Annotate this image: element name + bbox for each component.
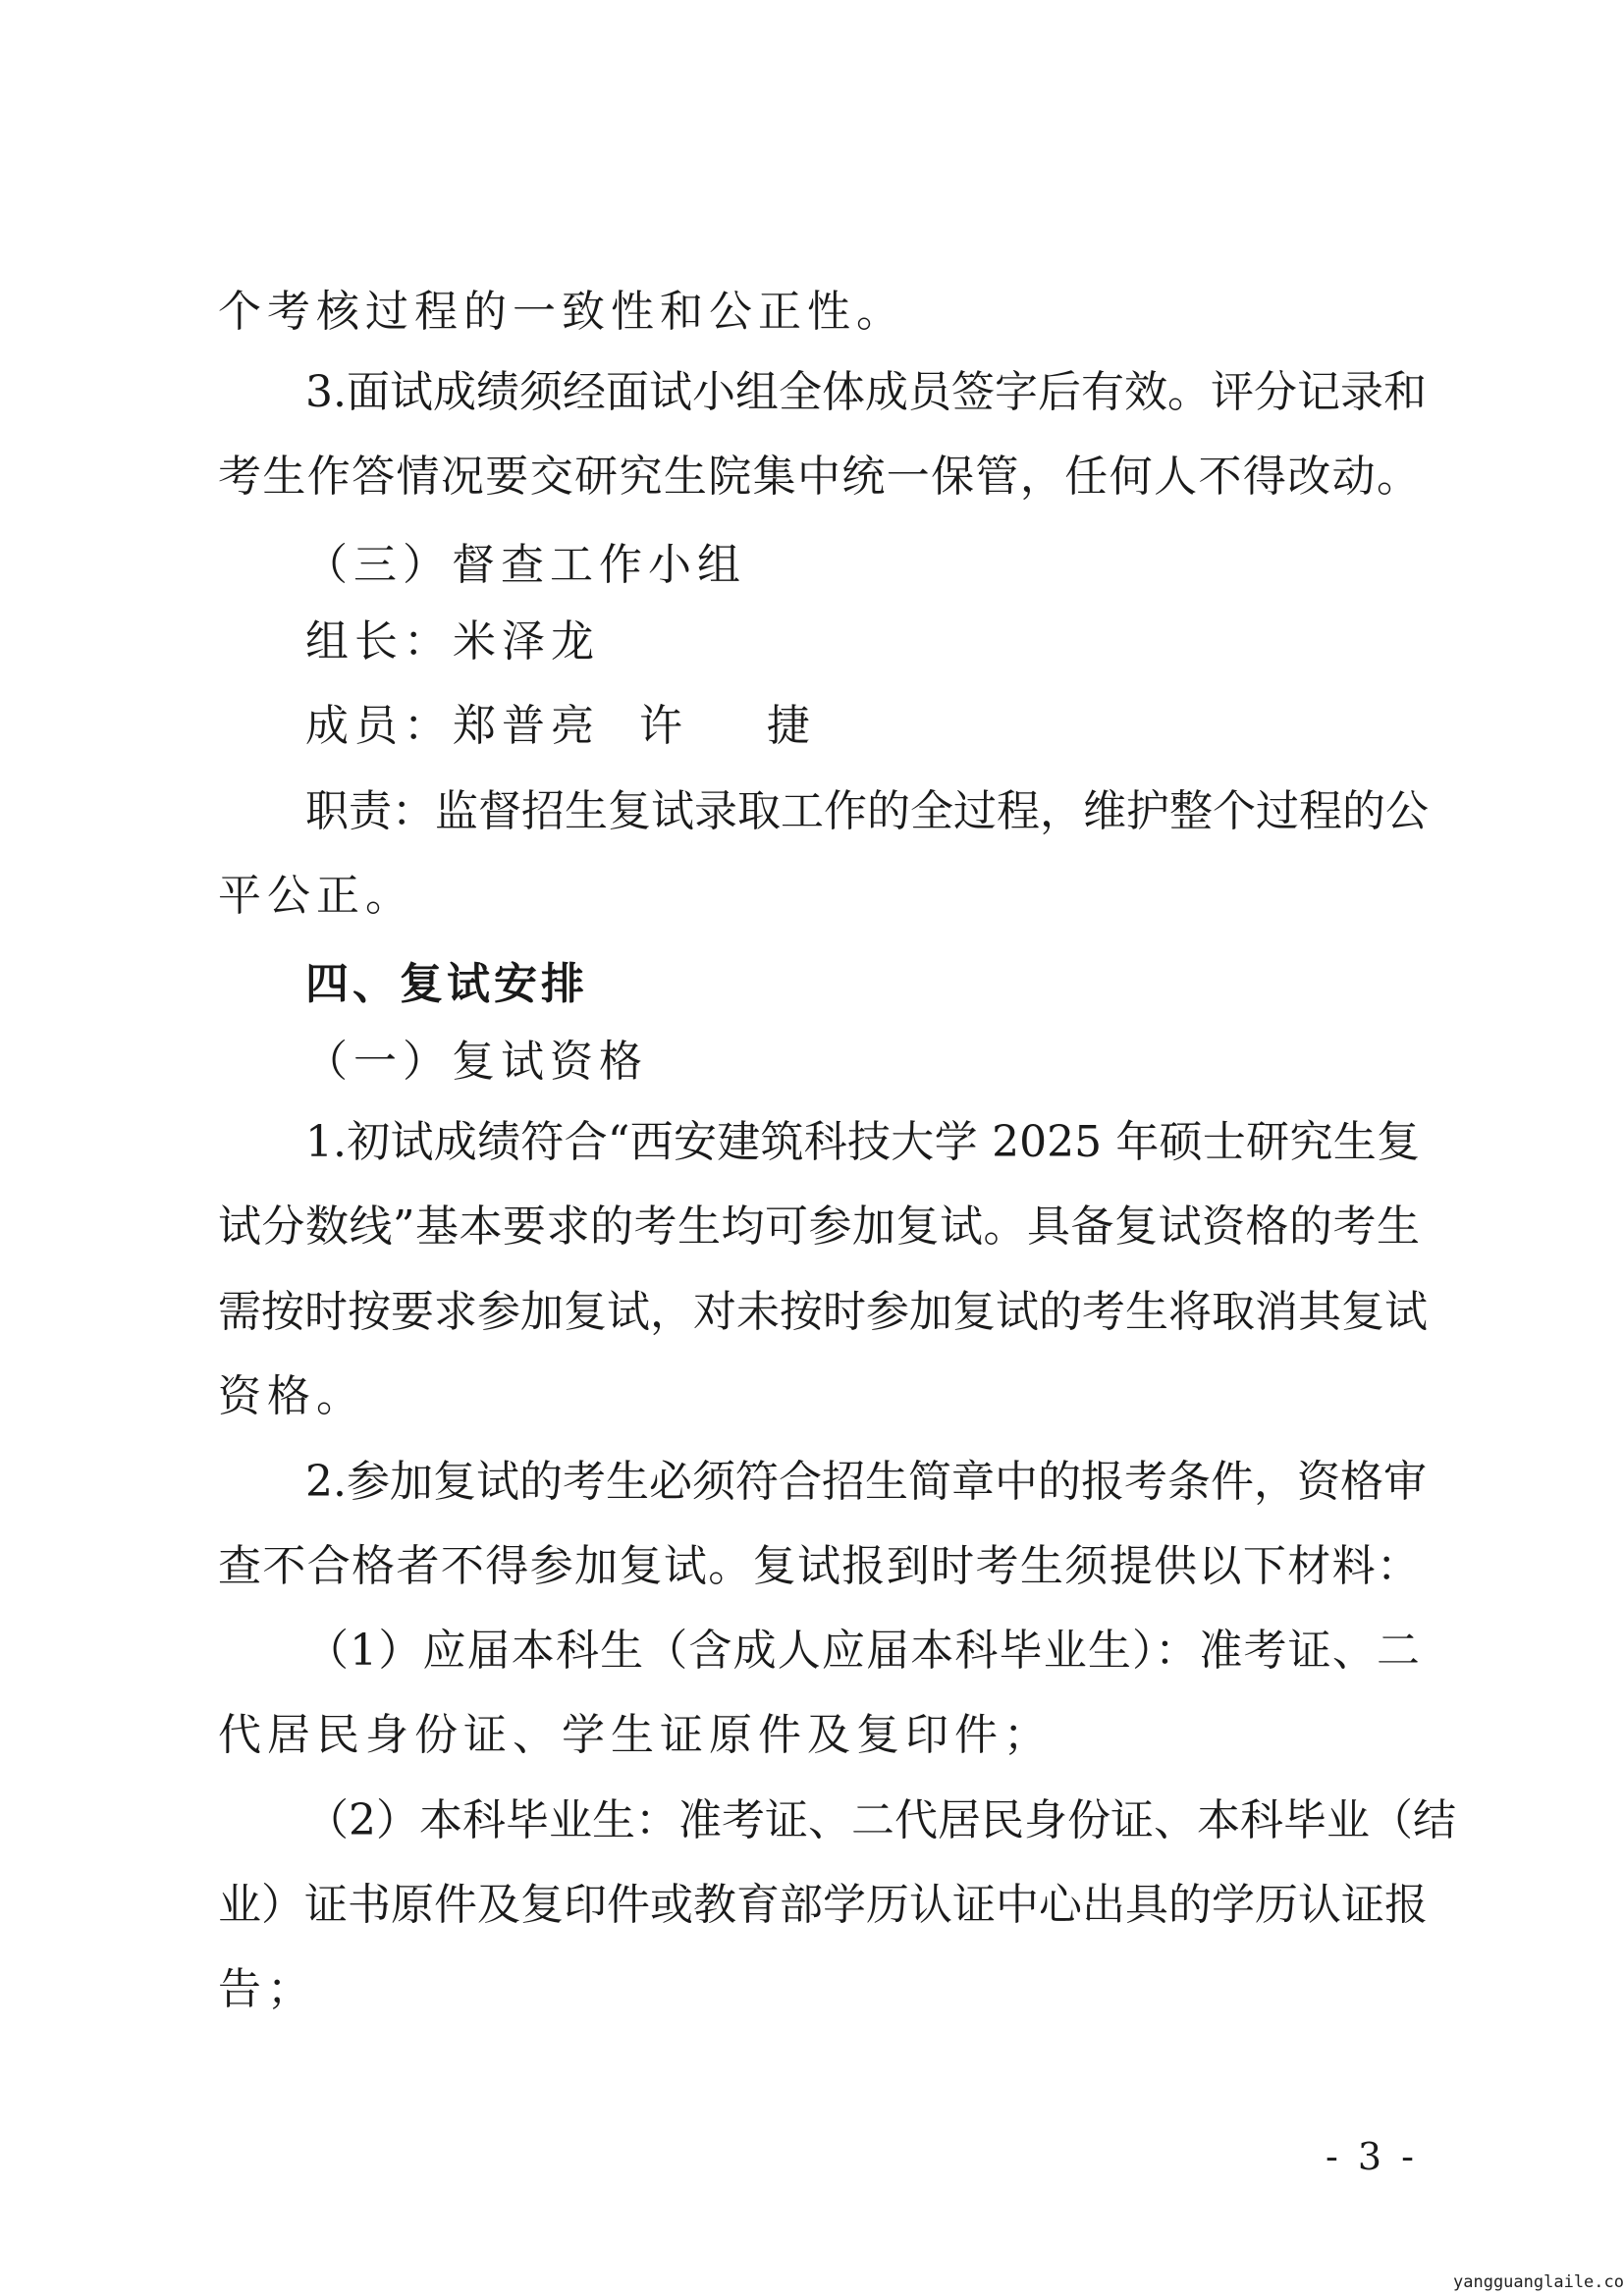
paragraph-line: 职责：监督招生复试录取工作的全过程，维护整个过程的公 xyxy=(305,786,1429,836)
paragraph-line: 组长：米泽龙 xyxy=(305,616,600,667)
section-heading: 四、复试安排 xyxy=(305,959,588,1009)
paragraph-line: 查不合格者不得参加复试。复试报到时考生须提供以下材料： xyxy=(218,1541,1420,1591)
paragraph-line: （2）本科毕业生：准考证、二代居民身份证、本科毕业（结 xyxy=(305,1795,1456,1845)
paragraph-line: 考生作答情况要交研究生院集中统一保管，任何人不得改动。 xyxy=(218,452,1420,502)
section-subheading: （三）督查工作小组 xyxy=(304,540,746,590)
paragraph-line: 业）证书原件及复印件或教育部学历认证中心出具的学历认证报 xyxy=(218,1880,1428,1930)
page-number: - 3 - xyxy=(1326,2135,1419,2178)
paragraph-line: 3.面试成绩须经面试小组全体成员签字后有效。评分记录和 xyxy=(305,367,1427,417)
paragraph-line: 2.参加复试的考生必须符合招生简章中的报考条件，资格审 xyxy=(305,1457,1427,1507)
paragraph-line: 1.初试成绩符合“西安建筑科技大学 2025 年硕士研究生复 xyxy=(305,1117,1420,1167)
paragraph-line: 需按时按要求参加复试，对未按时参加复试的考生将取消其复试 xyxy=(218,1287,1428,1337)
paragraph-line: 个考核过程的一致性和公正性。 xyxy=(218,287,905,337)
paragraph-line: 试分数线”基本要求的考生均可参加复试。具备复试资格的考生 xyxy=(218,1201,1420,1252)
paragraph-line: 成员：郑普亮 许 捷 xyxy=(305,701,816,751)
paragraph-line: （1）应届本科生（含成人应届本科毕业生）：准考证、二 xyxy=(305,1626,1420,1676)
paragraph-line: 平公正。 xyxy=(218,871,414,921)
watermark-text: yangguanglaile.co xyxy=(1453,2272,1624,2292)
section-subheading: （一）复试资格 xyxy=(304,1037,648,1087)
paragraph-line: 资格。 xyxy=(218,1371,365,1421)
paragraph-line: 告； xyxy=(218,1964,316,2014)
paragraph-line: 代居民身份证、学生证原件及复印件； xyxy=(218,1710,1053,1760)
